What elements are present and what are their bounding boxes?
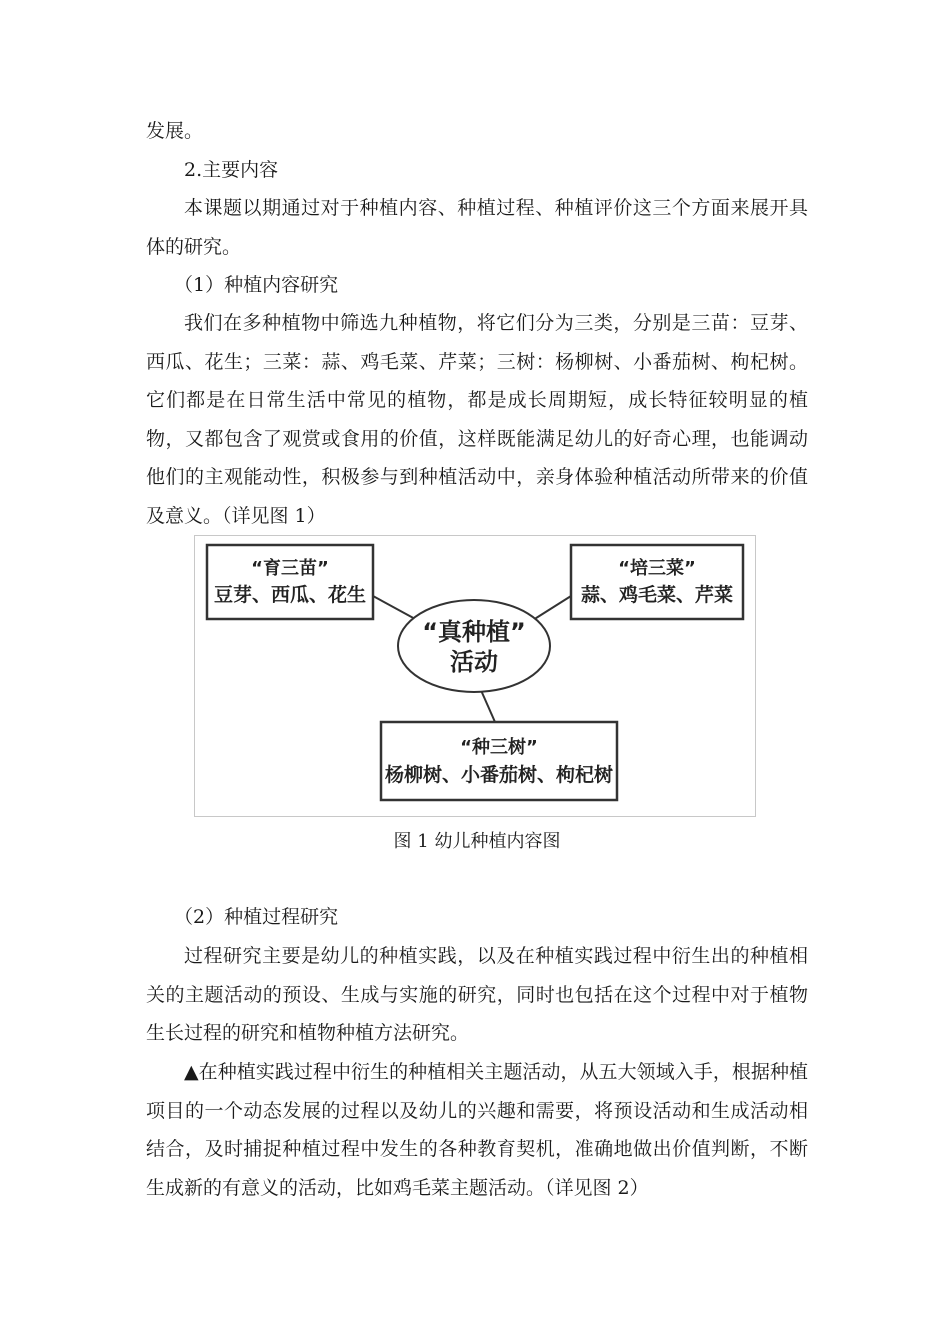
- paragraph-planting-process: 过程研究主要是幼儿的种植实践，以及在种植实践过程中衍生出的种植相关的主题活动的预设、生成与实施的研究，同时也包括在这个过程中对于植物生长过程的研究和植物种植方法研究。: [146, 945, 808, 1044]
- diagram-canvas: [195, 536, 755, 816]
- paragraph-continuation: 发展。: [146, 120, 204, 142]
- connector-bottom: [480, 688, 495, 722]
- paragraph-theme-activities: ▲在种植实践过程中衍生的种植相关主题活动，从五大领域入手，根据种植项目的一个动态发展的过程以及幼儿的兴趣和需要，将预设活动和生成活动相结合，及时捕捉种植过程中发生的各种教育契机，准确地做出价值判断，不断生成新的有意义的活动，比如鸡毛菜主题活动。（详见图 2）: [146, 1061, 808, 1199]
- box-left-items: 豆芽、西瓜、花生: [213, 584, 367, 606]
- figure-planting-content-diagram: [194, 535, 756, 817]
- connector-right: [533, 596, 571, 620]
- box-left: [207, 545, 373, 619]
- box-left-title: “育三苗”: [251, 558, 329, 579]
- connector-left: [373, 596, 417, 620]
- box-bottom-items: 杨柳树、小番茄树、枸杞树: [384, 764, 614, 786]
- box-bottom-title: “种三树”: [460, 737, 538, 758]
- subheading-planting-content: （1）种植内容研究: [174, 274, 339, 296]
- center-ellipse: [398, 600, 550, 692]
- section-heading-main-content: 2.主要内容: [184, 159, 279, 181]
- center-label-line2: 活动: [450, 648, 498, 676]
- center-label-line1: “真种植”: [422, 618, 526, 646]
- box-bottom: [381, 722, 617, 800]
- subheading-planting-process: （2）种植过程研究: [174, 906, 339, 928]
- box-right: [571, 545, 743, 619]
- paragraph-planting-content: 我们在多种植物中筛选九种植物，将它们分为三类，分别是三苗：豆芽、西瓜、花生；三菜：蒜、鸡毛菜、芹菜；三树：杨柳树、小番茄树、枸杞树。它们都是在日常生活中常见的植物，都是成长周期短，成长特征较明显的植物，又都包含了观赏或食用的价值，这样既能满足幼儿的好奇心理，也能调动他们的主观能动性，积极参与到种植活动中，亲身体验种植活动所带来的价值及意义。（详见图 1）: [146, 312, 808, 527]
- box-right-title: “培三菜”: [618, 558, 696, 579]
- figure-caption: 图 1 幼儿种植内容图: [393, 831, 561, 852]
- paragraph-overview: 本课题以期通过对于种植内容、种植过程、种植评价这三个方面来展开具体的研究。: [146, 197, 808, 258]
- box-right-items: 蒜、鸡毛菜、芹菜: [580, 584, 734, 606]
